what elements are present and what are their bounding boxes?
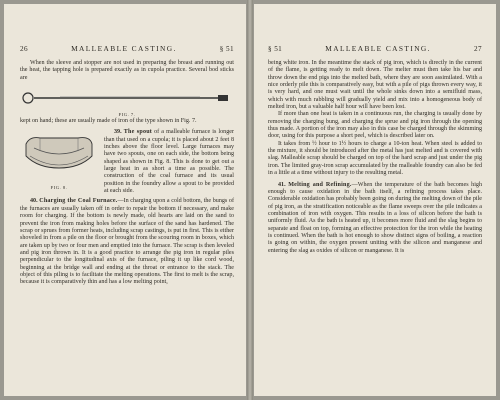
right-page-number: 27 [473, 45, 482, 53]
left-section-ref: § 51 [219, 45, 234, 53]
left-page-number: 26 [20, 45, 28, 53]
section-41 [268, 182, 482, 255]
left-running-head [20, 44, 234, 53]
section-39-title: The spout [123, 129, 153, 136]
right-running-head [268, 44, 482, 53]
section-40-number: 40. [30, 198, 38, 205]
right-page-body [268, 60, 482, 388]
figure-7-caption: FIG. 7. [118, 112, 136, 118]
section-39-number: 39. [114, 129, 122, 136]
section-41-text: —When the temperature of the bath becomes high enough to cause oxidation in the bath itself, a refining process takes place. Considerable oxidation has probably been going on during the melting down of the pile of pig iron, as the stratification noticeable as the flame sweeps over the pile indicates a combination of iron with oxygen. This results in a loss of silicon before the bath is uniformly fluid. As the bath is heated up, it becomes more fluid and the slag begins to separate and float on top, forming an effective protection for the iron while the heating is continued. When the bath is hot enough to show distinct signs of boiling, a reaction is going on within, the oxygen present uniting with the silicon and manganese and entering the slag as oxides of silicon or manganese. It is [268, 181, 483, 254]
paragraph-white-iron: being white iron. In the meantime the stack of pig iron, which is directly in the current of the flame, is getting ready to melt down. The melter must then take his bar and throw down the end pigs into the melted bath, where they are soon assimilated. With a nice orderly pile this is comparatively easy, but with a pile of pigs thrown every way, it is very hard, and one must wait until the whole sinks down into a semifluid mass, which with much rabbling will gradually yield and mix into a homogeneous body of melted iron, but a valuable half hour will have been lost. [268, 60, 482, 111]
figure-8-caption: FIG. 8. [50, 185, 68, 191]
spout-drawing [20, 130, 98, 180]
paragraph-bod-sticks: kept on hand; these are usually made of iron of the type shown in Fig. 7. [20, 118, 197, 125]
section-39-text: of a malleable furnace is longer than that used on a cupola; it is placed about 2 feet 8 inches above the floor level. Large furnaces may have two spouts, one on each side, the bottom being shaped as shown in Fig. 8. This is done to get out a large heat in as short a time as possible. The construction of the coal furnace and its usual position in the foundry allow a spout to be provided at each side. [104, 129, 234, 195]
section-40 [20, 198, 234, 286]
left-page [4, 4, 246, 396]
right-section-ref: § 51 [268, 45, 283, 53]
paragraph-tapping-hole: When the sleeve and stopper are not used in preparing the breast and running out the heat, the tapping hole is prepared exactly as in cupola practice. Several bod sticks are [20, 60, 234, 81]
right-page [254, 4, 496, 396]
figure-8-spout [20, 130, 98, 190]
section-39 [20, 129, 234, 195]
right-running-title: MALLEABLE CASTING. [325, 44, 431, 53]
bod-stick-drawing [20, 88, 234, 108]
left-page-body [20, 60, 234, 388]
paragraph-charge-time: It takes from ½ hour to 1½ hours to charge a 10-ton heat. When steel is added to the mixture, it should be introduced after the metal has just melted and is covered with slag. Malleable scrap should be charged on top of the hard scrap and just under the pig iron. The limited gray-iron scrap accumulated by the malleable foundry can also be fed in a little at a time without injury to the resulting metal. [268, 140, 482, 177]
book-gutter [247, 0, 253, 400]
section-41-title: Melting and Refining. [288, 181, 352, 188]
paragraph-continuous-run: If more than one heat is taken in a continuous run, the charging is usually done by removing the charging bung, and charging the sprue and pig iron through the opening thus made. A portion of the iron may also in this case be charged through the skimming door, using for this purpose a short peel, which is described later on. [268, 111, 482, 140]
section-41-number: 41. [278, 181, 286, 188]
section-40-title: Charging the Coal Furnace. [39, 198, 118, 205]
figure-7-bod-stick [20, 88, 234, 118]
section-40-text: —In charging upon a cold bottom, the bungs of the furnaces are usually taken off in order to repair the bottom if necessary, and make room for charging. If the bottom is newly made, old hearts are laid on the sand to prevent the iron from making holes before the surface of the sand has hardened. The scrap or sprues from former heats, including scrap castings, is put in first. This is either shoveled in from a pile on the floor or brought from the scouring room in boxes, which are taken up by two or four men and emptied into the furnace. The scrap is then leveled and pig iron thrown in. It is a good practice to arrange the pig iron in regular piles perpendicular to the longitudinal axis of the furnace, piling it up like cord wood, beginning at the bridge wall and ending at the throat or entrance to the stack. The object of this piling is to facilitate the melting operations. The first to melt is the scrap, because it is comparatively thin and has a low melting point, [20, 198, 234, 286]
left-running-title: MALLEABLE CASTING. [71, 44, 177, 53]
